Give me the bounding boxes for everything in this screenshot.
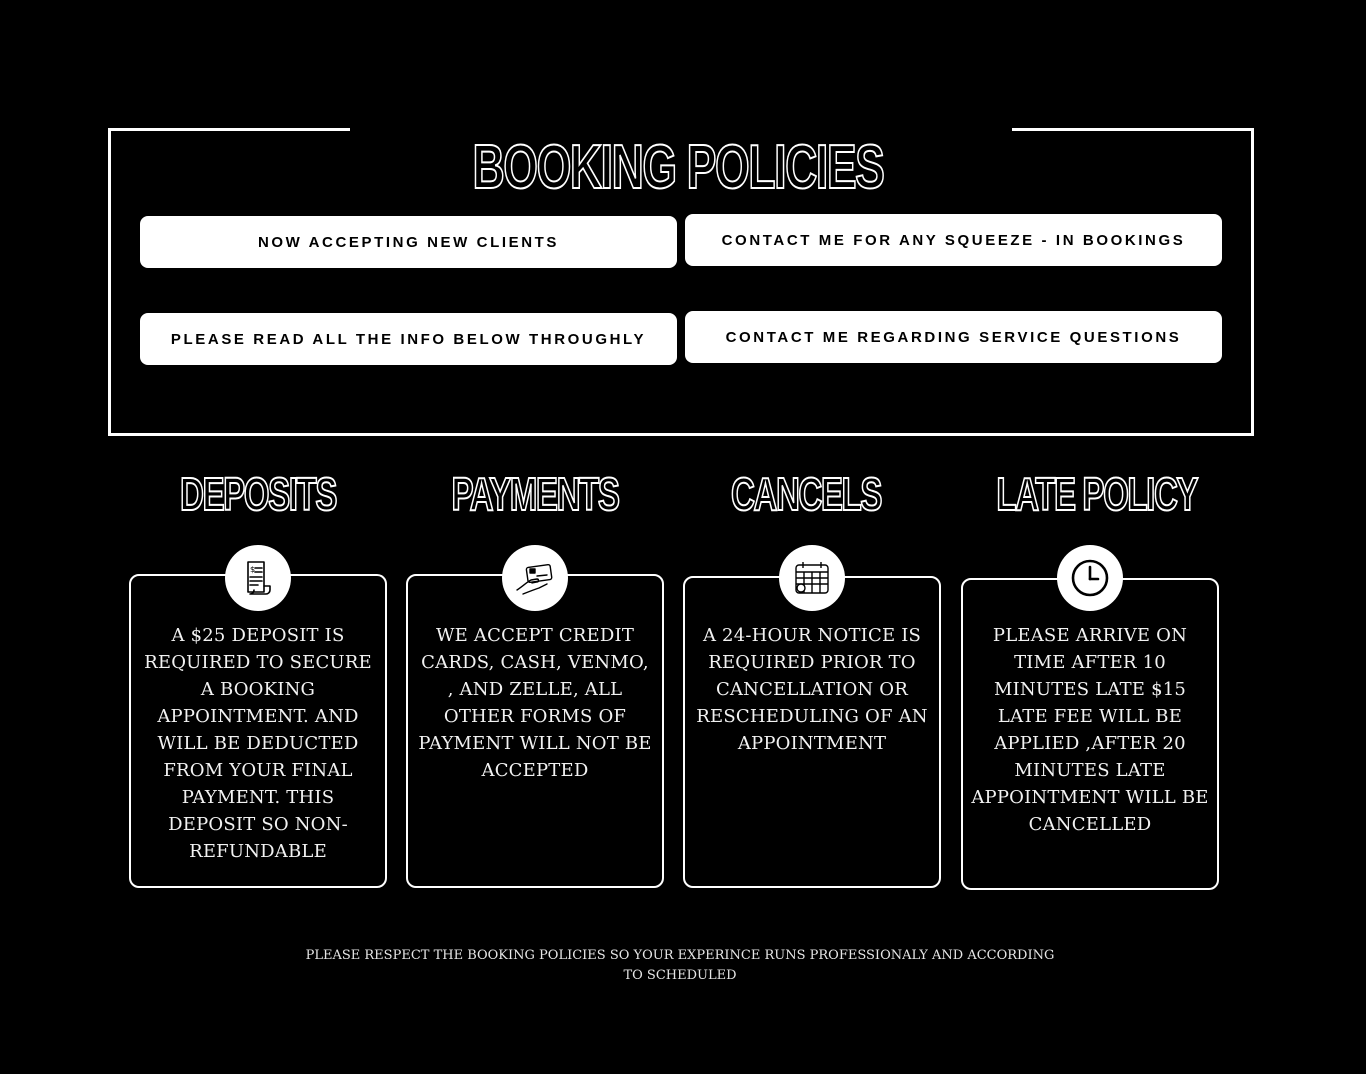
payments-card xyxy=(406,574,664,888)
svg-text:$: $ xyxy=(250,565,256,574)
page-title: BOOKING POLICIES xyxy=(472,133,884,202)
deposits-card xyxy=(129,574,387,888)
frame-top-right-edge xyxy=(1012,128,1254,131)
deposits-text: A $25 DEPOSIT IS REQUIRED TO SECURE A BOOKING APPOINTMENT. AND WILL BE DEDUCTED FROM YOUR FINAL PAYMENT. THIS DEPOSIT SO NON-REFUNDABLE xyxy=(144,625,372,862)
clock-icon xyxy=(1057,545,1123,611)
deposits-heading-wrapper xyxy=(128,466,388,522)
notice-new-clients: NOW ACCEPTING NEW CLIENTS xyxy=(140,216,677,268)
payments-heading: PAYMENTS xyxy=(451,468,619,520)
notice-service-questions: CONTACT ME REGARDING SERVICE QUESTIONS xyxy=(685,311,1222,363)
late-policy-heading-wrapper xyxy=(960,466,1220,522)
cancels-card xyxy=(683,576,941,888)
cancels-text: A 24-HOUR NOTICE IS REQUIRED PRIOR TO CANCELLATION OR RESCHEDULING OF AN APPOINTMENT xyxy=(696,625,928,754)
cancels-heading: CANCELS xyxy=(730,468,882,520)
frame-top-left-edge xyxy=(108,128,350,131)
footer-note: PLEASE RESPECT THE BOOKING POLICIES SO YOUR EXPERINCE RUNS PROFESSIONALY AND ACCORDING TO SCHEDULED xyxy=(305,948,1055,983)
late-policy-text: PLEASE ARRIVE ON TIME AFTER 10 MINUTES LATE $15 LATE FEE WILL BE APPLIED ,AFTER 20 MINUTES LATE APPOINTMENT WILL BE CANCELLED xyxy=(971,625,1209,835)
calendar-icon xyxy=(779,545,845,611)
page-title-wrapper xyxy=(0,132,1356,204)
late-policy-card xyxy=(961,578,1219,890)
notice-read-info: PLEASE READ ALL THE INFO BELOW THROUGHLY xyxy=(140,313,677,365)
cancels-heading-wrapper xyxy=(676,466,936,522)
late-policy-heading: LATE POLICY xyxy=(996,468,1198,520)
receipt-icon xyxy=(225,545,291,611)
credit-card-hand-icon xyxy=(502,545,568,611)
deposits-heading: DEPOSITS xyxy=(180,468,336,520)
frame-bottom-edge xyxy=(108,433,1254,436)
notice-squeeze-in: CONTACT ME FOR ANY SQUEEZE - IN BOOKINGS xyxy=(685,214,1222,266)
payments-heading-wrapper xyxy=(405,466,665,522)
payments-text: WE ACCEPT CREDIT CARDS, CASH, VENMO, , AND ZELLE, ALL OTHER FORMS OF PAYMENT WILL NOT BE ACCEPTED xyxy=(418,625,652,781)
